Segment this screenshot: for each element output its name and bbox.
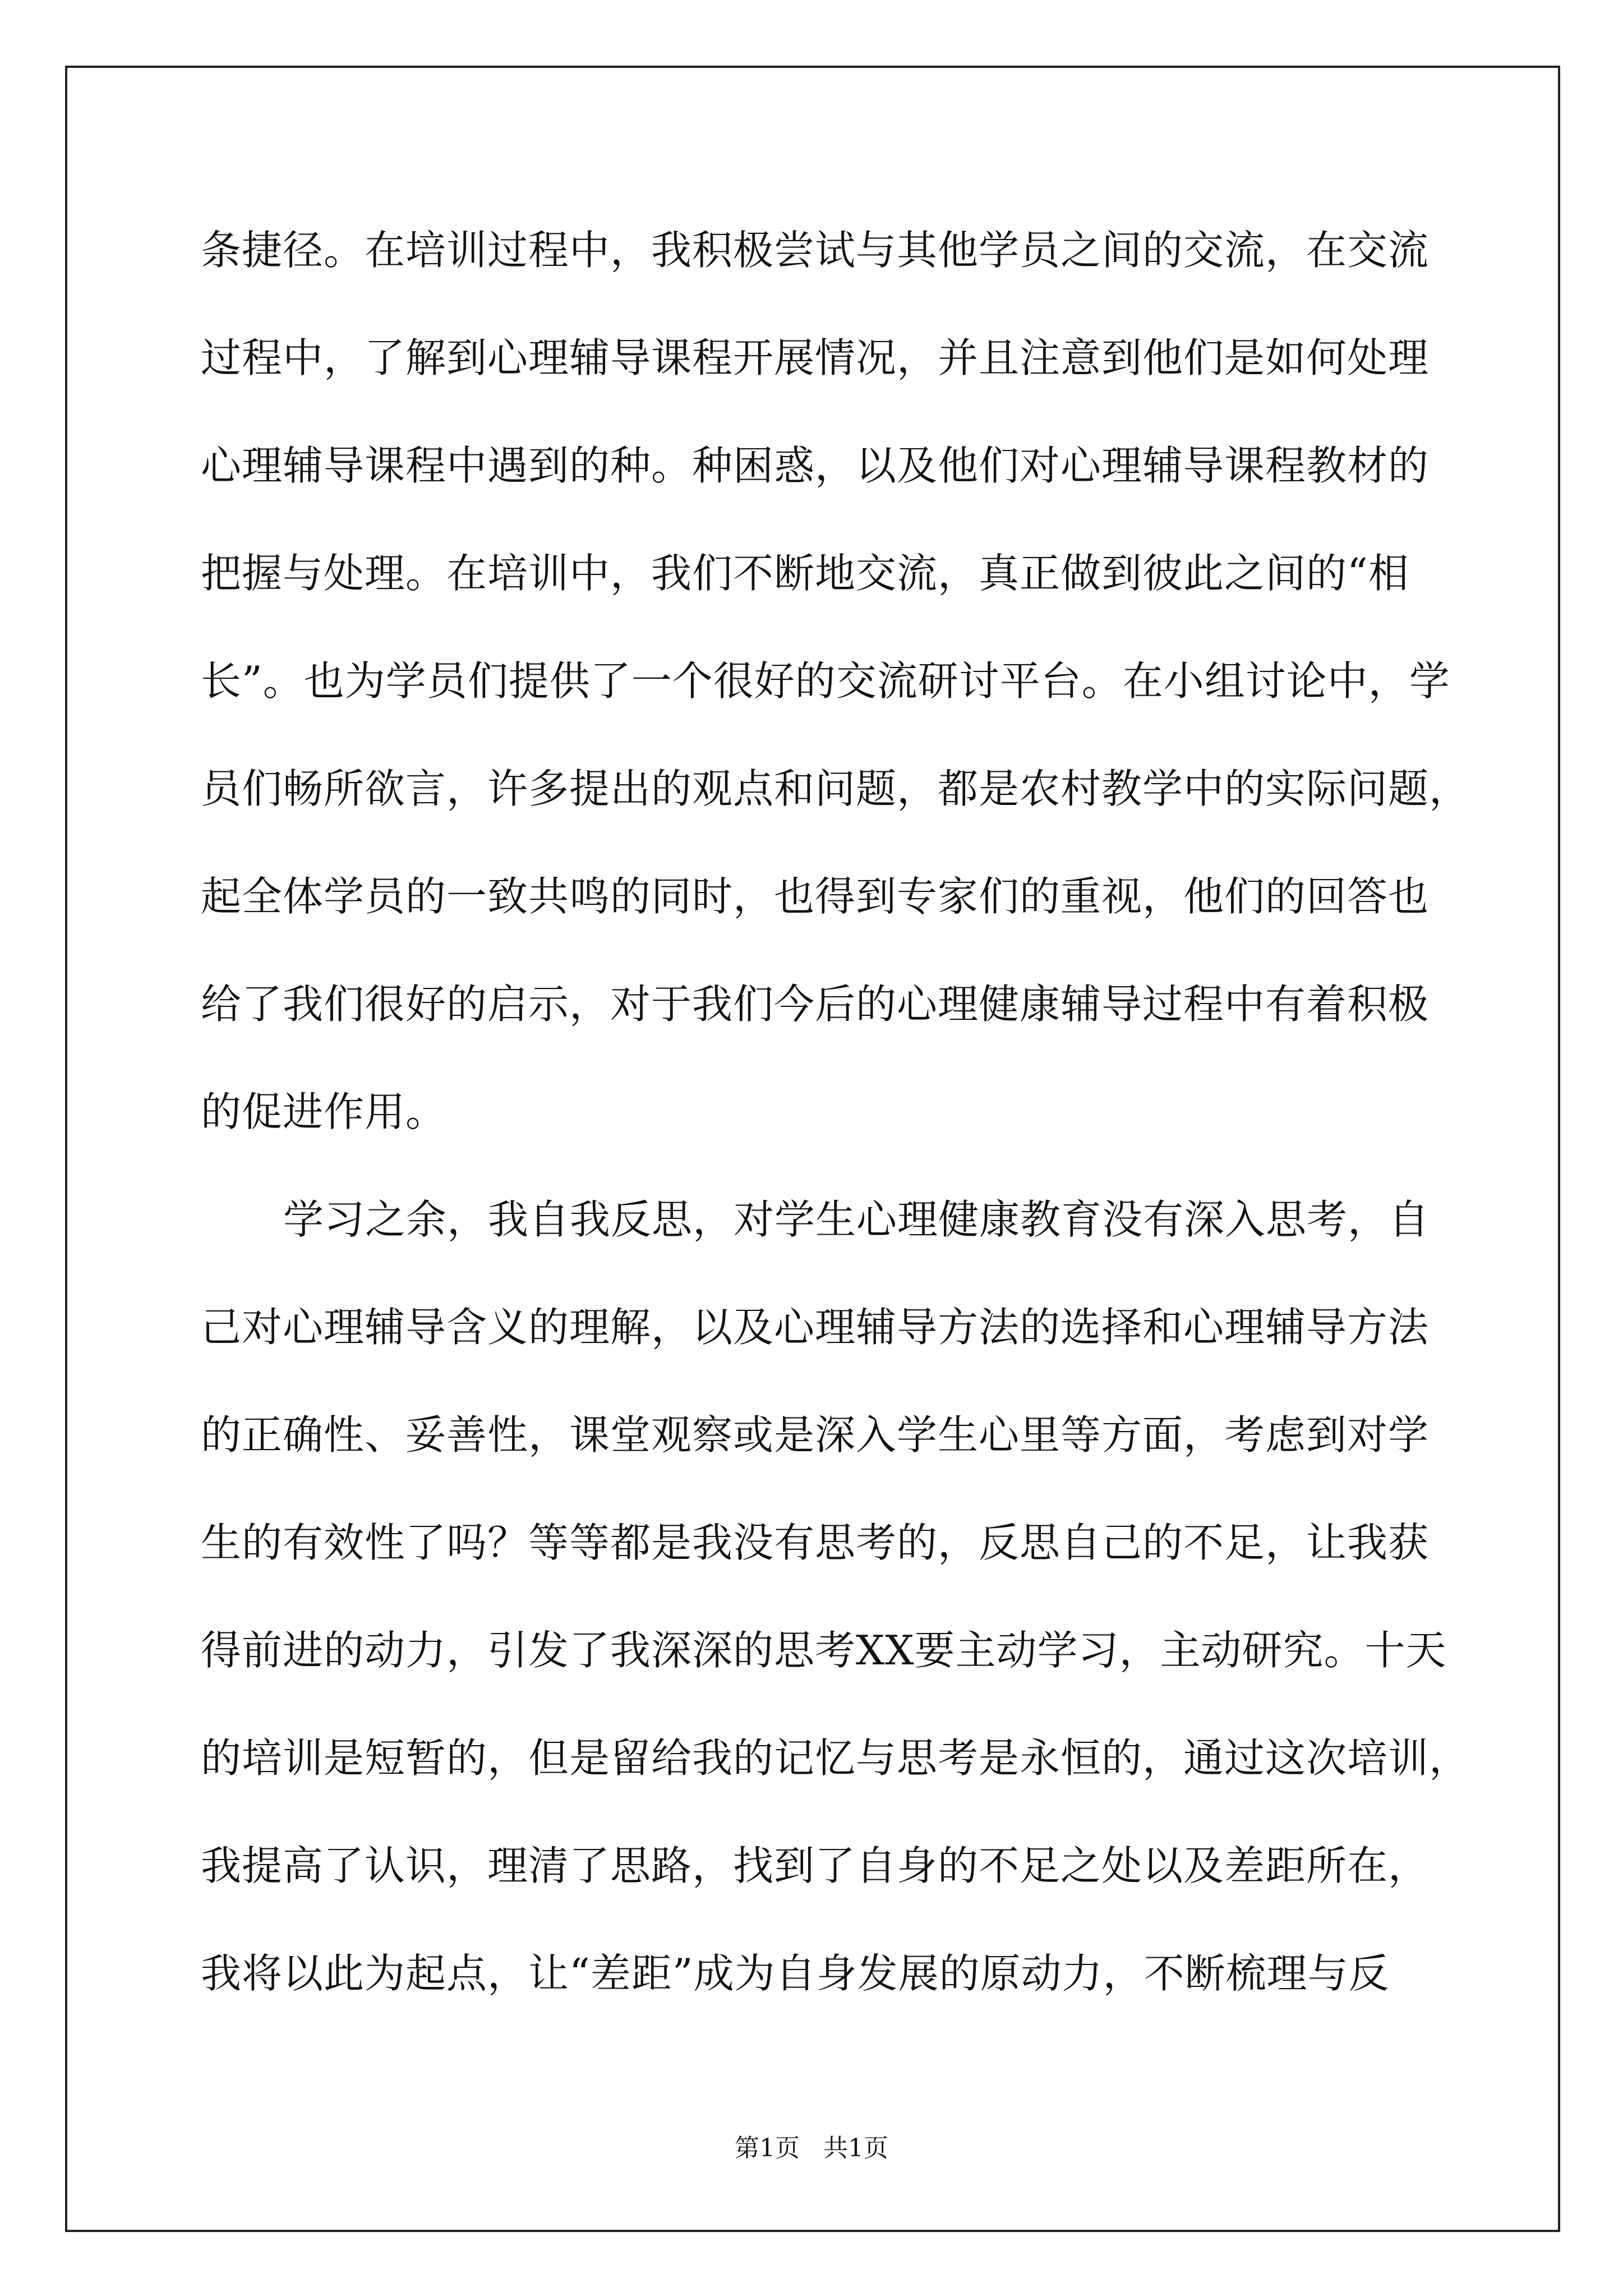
page-footer: 第1页 共1页 [735,2134,888,2162]
page-border [65,66,1560,2232]
paragraph-line: 给了我们很好的启示，对于我们今后的心理健康辅导过程中有着积极 [201,981,1430,1028]
paragraph-line: 的正确性、妥善性，课堂观察或是深入学生心里等方面，考虑到对学 [201,1411,1430,1458]
paragraph-line: 过程中，了解到心理辅导课程开展情况，并且注意到他们是如何处理 [201,334,1430,381]
paragraph-line: 把握与处理。在培训中，我们不断地交流，真正做到彼此之间的“相 [201,550,1409,597]
paragraph-line: 心理辅导课程中遇到的种。种困惑，以及他们对心理辅导课程教材的 [201,442,1430,489]
paragraph-first-line: 学习之余，我自我反思，对学生心理健康教育没有深入思考，自 [283,1196,1430,1243]
paragraph-line: 我将以此为起点，让“差距”成为自身发展的原动力，不断梳理与反 [201,1950,1390,1997]
paragraph-line: 员们畅所欲言，许多提出的观点和问题，都是农村教学中的实际问题， [201,765,1470,812]
paragraph-line: 起全体学员的一致共鸣的同时，也得到专家们的重视，他们的回答也 [201,873,1430,920]
paragraph-line: 长”。也为学员们提供了一个很好的交流研讨平台。在小组讨论中，学 [201,657,1450,705]
paragraph-line: 的培训是短暂的，但是留给我的记忆与思考是永恒的，通过这次培训， [201,1734,1470,1782]
paragraph-line: 条捷径。在培训过程中，我积极尝试与其他学员之间的交流，在交流 [201,227,1430,274]
paragraph-line: 得前进的动力，引发了我深深的思考XX要主动学习，主动研究。十天 [201,1627,1447,1674]
paragraph-line: 生的有效性了吗？等等都是我没有思考的，反思自己的不足，让我获 [201,1519,1430,1566]
paragraph-line: 的促进作用。 [201,1088,447,1135]
paragraph-line: 己对心理辅导含义的理解，以及心理辅导方法的选择和心理辅导方法 [201,1304,1430,1351]
paragraph-line: 我提高了认识，理清了思路，找到了自身的不足之处以及差距所在， [201,1842,1430,1889]
